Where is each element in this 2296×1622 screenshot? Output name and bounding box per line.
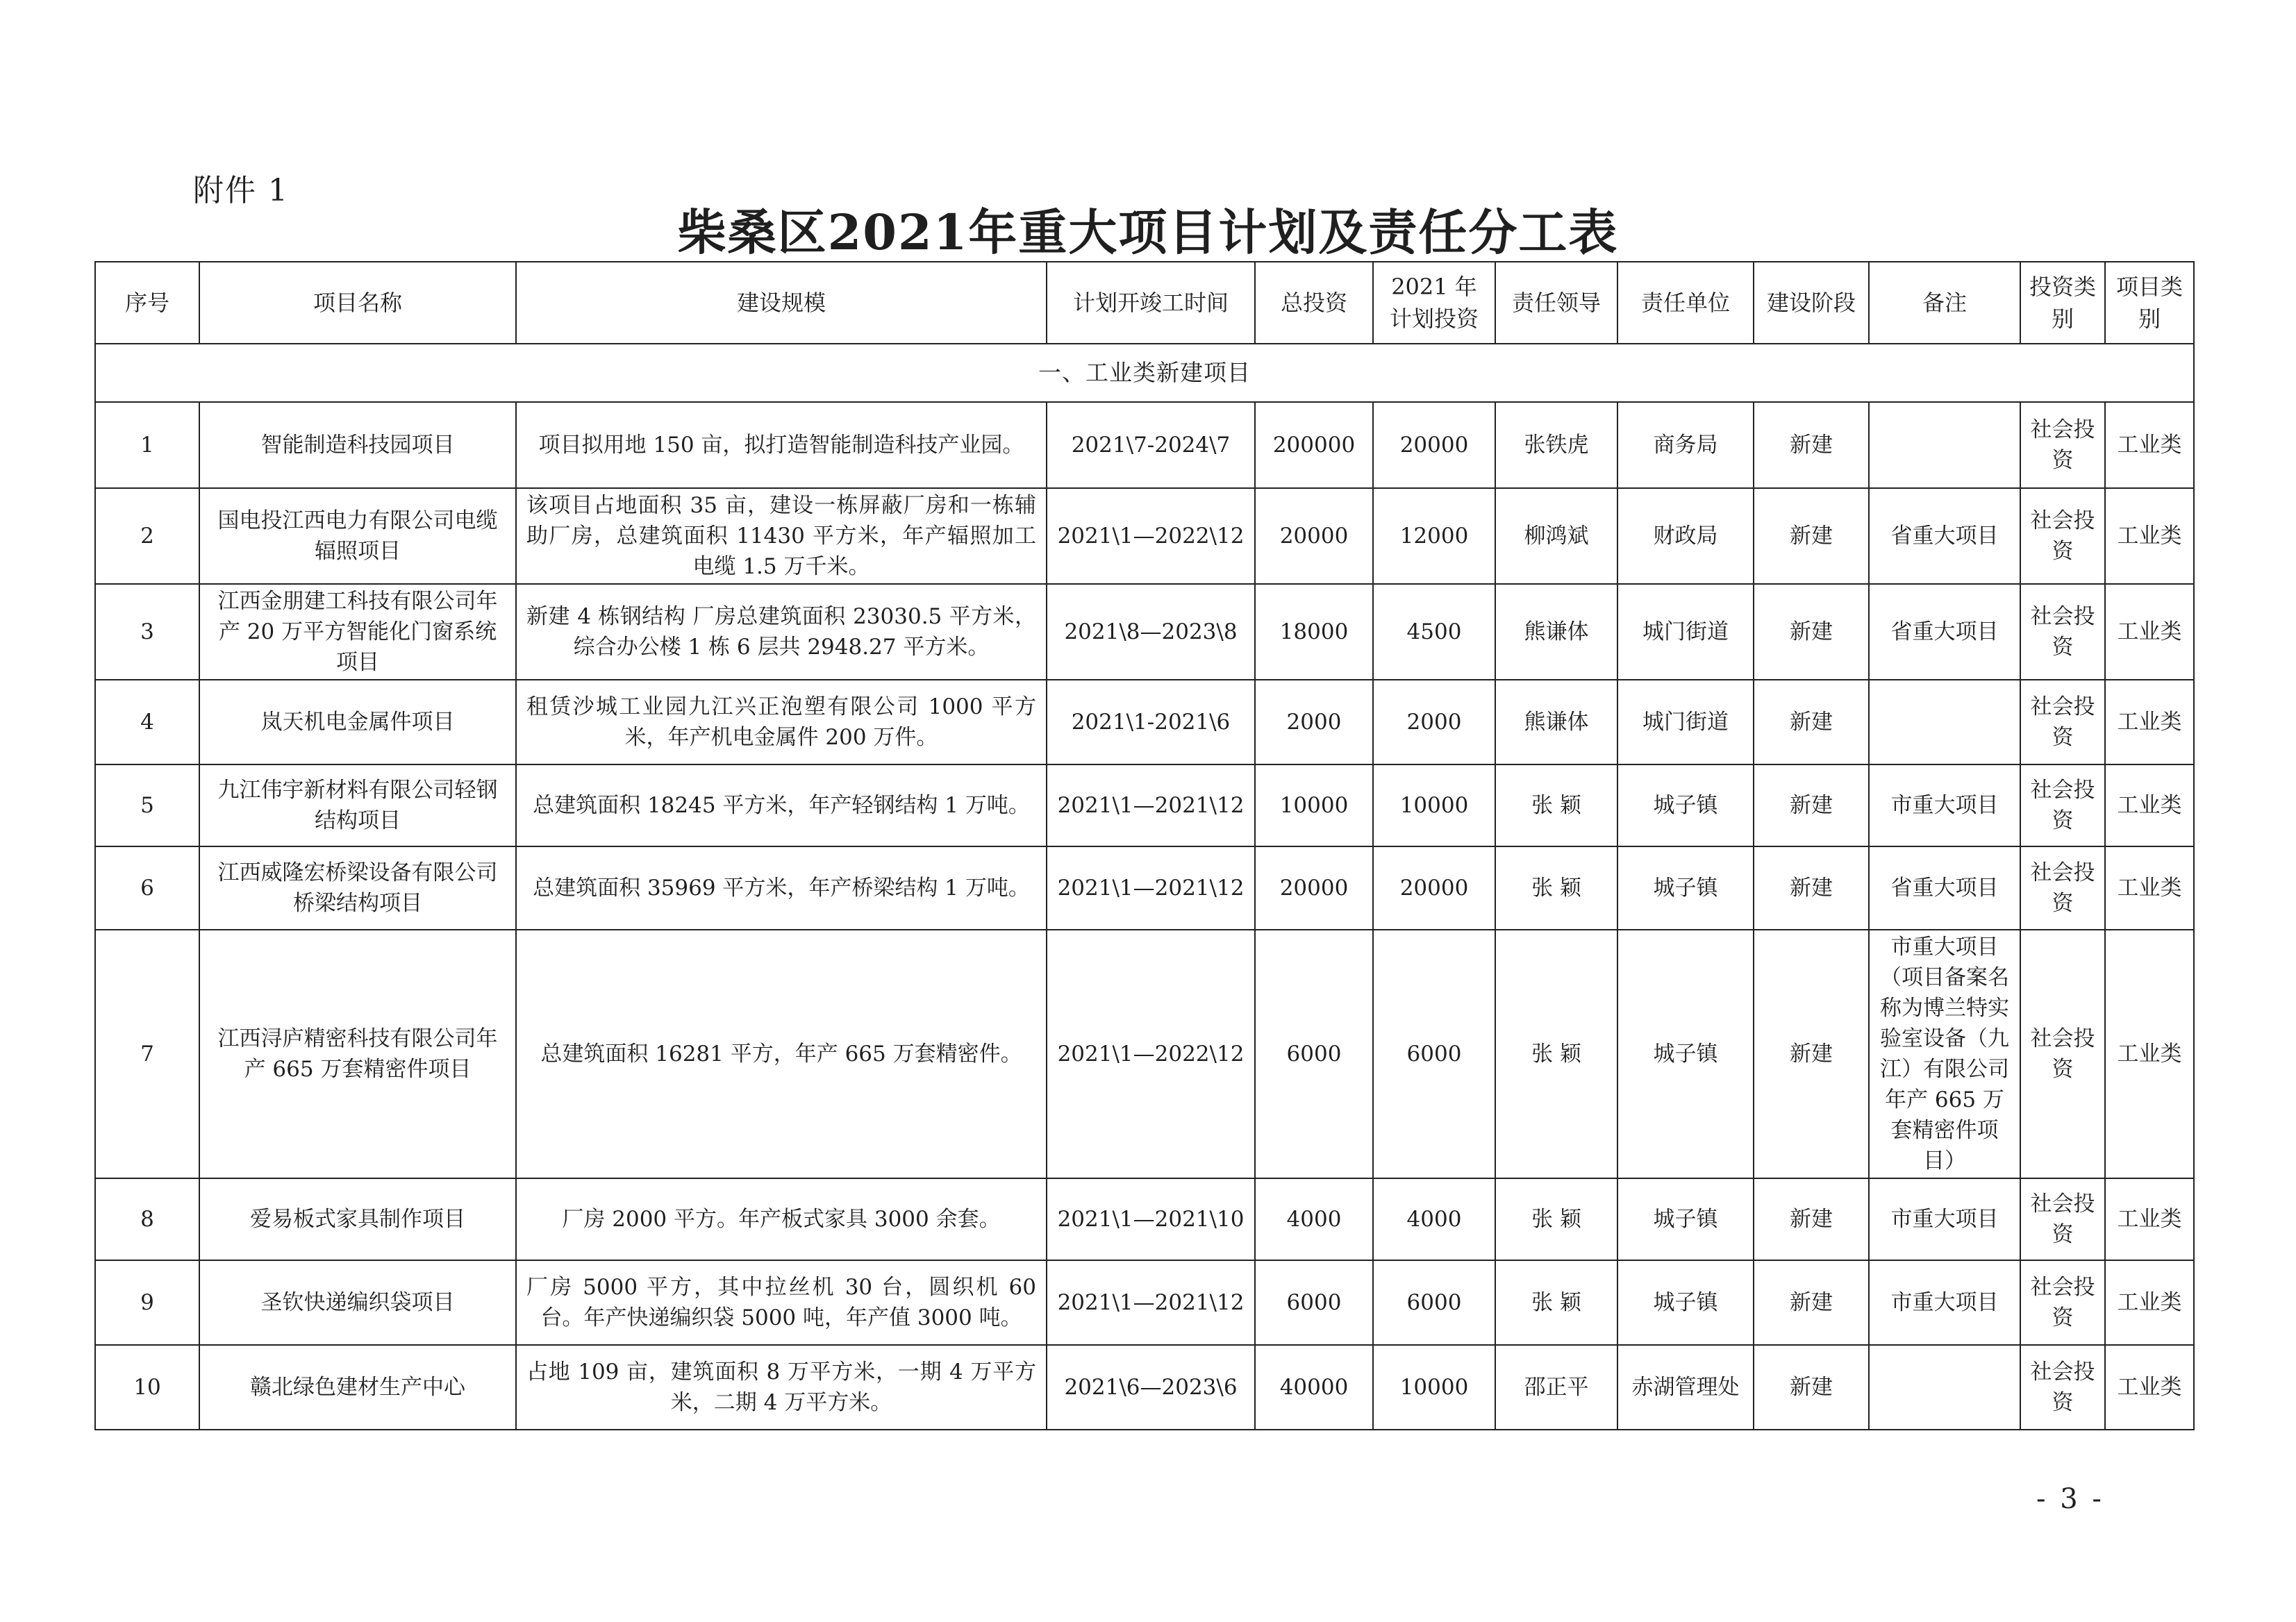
header-invest-type: 投资类别: [2020, 262, 2105, 344]
header-scale: 建设规模: [516, 262, 1047, 344]
section-row: [95, 344, 2194, 402]
cell-leader: 张 颖: [1495, 846, 1617, 930]
cell-leader: 邵正平: [1495, 1345, 1617, 1430]
cell-leader: 熊谦体: [1495, 680, 1617, 764]
cell-total: 40000: [1255, 1345, 1373, 1430]
cell-seq: 5: [95, 764, 199, 846]
cell-total: 20000: [1255, 846, 1373, 930]
section-title: 一、工业类新建项目: [95, 344, 2194, 402]
cell-plan-2021: 12000: [1373, 488, 1495, 584]
cell-scale: 项目拟用地 150 亩，拟打造智能制造科技产业园。: [516, 402, 1047, 488]
cell-total: 6000: [1255, 1260, 1373, 1345]
table-row: [95, 584, 2194, 680]
cell-seq: 4: [95, 680, 199, 764]
table-row: [95, 1178, 2194, 1260]
cell-scale: 总建筑面积 16281 平方，年产 665 万套精密件。: [516, 930, 1047, 1178]
cell-plan-2021: 6000: [1373, 930, 1495, 1178]
cell-stage: 新建: [1754, 846, 1869, 930]
cell-plan-2021: 10000: [1373, 764, 1495, 846]
cell-period: 2021\1—2021\12: [1047, 846, 1255, 930]
table-body: [95, 402, 2194, 1430]
cell-invest-type: 社会投资: [2020, 930, 2105, 1178]
cell-period: 2021\1—2022\12: [1047, 930, 1255, 1178]
cell-scale: 总建筑面积 18245 平方米，年产轻钢结构 1 万吨。: [516, 764, 1047, 846]
cell-total: 6000: [1255, 930, 1373, 1178]
cell-invest-type: 社会投资: [2020, 1260, 2105, 1345]
cell-total: 4000: [1255, 1178, 1373, 1260]
table-row: [95, 680, 2194, 764]
cell-plan-2021: 6000: [1373, 1260, 1495, 1345]
cell-name: 岚天机电金属件项目: [199, 680, 516, 764]
cell-seq: 9: [95, 1260, 199, 1345]
cell-project-type: 工业类: [2105, 846, 2194, 930]
header-plan-2021: 2021 年计划投资: [1373, 262, 1495, 344]
cell-total: 2000: [1255, 680, 1373, 764]
table-row: [95, 488, 2194, 584]
cell-total: 18000: [1255, 584, 1373, 680]
cell-unit: 赤湖管理处: [1617, 1345, 1754, 1430]
cell-name: 江西浔庐精密科技有限公司年产 665 万套精密件项目: [199, 930, 516, 1178]
attachment-label: 附件 1: [193, 173, 289, 208]
cell-project-type: 工业类: [2105, 1178, 2194, 1260]
cell-note: 市重大项目: [1869, 1178, 2020, 1260]
cell-seq: 10: [95, 1345, 199, 1430]
table-row: [95, 1345, 2194, 1430]
cell-invest-type: 社会投资: [2020, 1345, 2105, 1430]
cell-stage: 新建: [1754, 1178, 1869, 1260]
cell-period: 2021\1—2021\12: [1047, 1260, 1255, 1345]
cell-plan-2021: 4000: [1373, 1178, 1495, 1260]
cell-scale: 总建筑面积 35969 平方米，年产桥梁结构 1 万吨。: [516, 846, 1047, 930]
cell-stage: 新建: [1754, 584, 1869, 680]
cell-seq: 3: [95, 584, 199, 680]
cell-invest-type: 社会投资: [2020, 764, 2105, 846]
cell-scale: 占地 109 亩，建筑面积 8 万平方米，一期 4 万平方米，二期 4 万平方米。: [516, 1345, 1047, 1430]
cell-stage: 新建: [1754, 402, 1869, 488]
cell-leader: 张 颖: [1495, 1260, 1617, 1345]
cell-stage: 新建: [1754, 764, 1869, 846]
cell-stage: 新建: [1754, 680, 1869, 764]
cell-total: 20000: [1255, 488, 1373, 584]
cell-scale: 厂房 2000 平方。年产板式家具 3000 余套。: [516, 1178, 1047, 1260]
cell-scale: 该项目占地面积 35 亩，建设一栋屏蔽厂房和一栋辅助厂房，总建筑面积 11430 平方米，年产辐照加工电缆 1.5 万千米。: [516, 488, 1047, 584]
cell-name: 江西金朋建工科技有限公司年产 20 万平方智能化门窗系统项目: [199, 584, 516, 680]
cell-note: 市重大项目: [1869, 764, 2020, 846]
cell-note: 市重大项目（项目备案名称为博兰特实验室设备（九江）有限公司年产 665 万套精密件项目）: [1869, 930, 2020, 1178]
cell-period: 2021\8—2023\8: [1047, 584, 1255, 680]
table-header-row: [95, 262, 2194, 344]
cell-unit: 城子镇: [1617, 930, 1754, 1178]
cell-unit: 城子镇: [1617, 1178, 1754, 1260]
cell-total: 200000: [1255, 402, 1373, 488]
cell-stage: 新建: [1754, 930, 1869, 1178]
cell-stage: 新建: [1754, 488, 1869, 584]
cell-project-type: 工业类: [2105, 584, 2194, 680]
cell-name: 赣北绿色建材生产中心: [199, 1345, 516, 1430]
header-stage: 建设阶段: [1754, 262, 1869, 344]
cell-seq: 1: [95, 402, 199, 488]
cell-seq: 2: [95, 488, 199, 584]
cell-period: 2021\6—2023\6: [1047, 1345, 1255, 1430]
cell-plan-2021: 4500: [1373, 584, 1495, 680]
cell-leader: 张铁虎: [1495, 402, 1617, 488]
cell-stage: 新建: [1754, 1345, 1869, 1430]
cell-plan-2021: 20000: [1373, 846, 1495, 930]
cell-plan-2021: 10000: [1373, 1345, 1495, 1430]
cell-seq: 6: [95, 846, 199, 930]
cell-unit: 财政局: [1617, 488, 1754, 584]
cell-project-type: 工业类: [2105, 680, 2194, 764]
cell-total: 10000: [1255, 764, 1373, 846]
cell-unit: 城门街道: [1617, 680, 1754, 764]
table-row: [95, 764, 2194, 846]
header-name: 项目名称: [199, 262, 516, 344]
cell-leader: 张 颖: [1495, 764, 1617, 846]
table-row: [95, 930, 2194, 1178]
header-seq: 序号: [95, 262, 199, 344]
cell-unit: 城子镇: [1617, 764, 1754, 846]
cell-name: 圣钦快递编织袋项目: [199, 1260, 516, 1345]
header-period: 计划开竣工时间: [1047, 262, 1255, 344]
table-row: [95, 846, 2194, 930]
cell-invest-type: 社会投资: [2020, 402, 2105, 488]
cell-note: 省重大项目: [1869, 846, 2020, 930]
header-project-type: 项目类别: [2105, 262, 2194, 344]
cell-note: [1869, 402, 2020, 488]
cell-name: 国电投江西电力有限公司电缆辐照项目: [199, 488, 516, 584]
cell-invest-type: 社会投资: [2020, 680, 2105, 764]
cell-period: 2021\1—2021\12: [1047, 764, 1255, 846]
cell-project-type: 工业类: [2105, 930, 2194, 1178]
cell-invest-type: 社会投资: [2020, 488, 2105, 584]
document-title: 柴桑区2021年重大项目计划及责任分工表: [677, 203, 1619, 261]
cell-period: 2021\7-2024\7: [1047, 402, 1255, 488]
cell-leader: 张 颖: [1495, 1178, 1617, 1260]
cell-project-type: 工业类: [2105, 764, 2194, 846]
cell-name: 九江伟宇新材料有限公司轻钢结构项目: [199, 764, 516, 846]
cell-project-type: 工业类: [2105, 1345, 2194, 1430]
page-number: - 3 -: [2036, 1483, 2104, 1515]
cell-period: 2021\1—2021\10: [1047, 1178, 1255, 1260]
cell-leader: 张 颖: [1495, 930, 1617, 1178]
table-row: [95, 402, 2194, 488]
cell-note: [1869, 680, 2020, 764]
cell-name: 智能制造科技园项目: [199, 402, 516, 488]
cell-stage: 新建: [1754, 1260, 1869, 1345]
cell-unit: 城门街道: [1617, 584, 1754, 680]
header-unit: 责任单位: [1617, 262, 1754, 344]
cell-period: 2021\1-2021\6: [1047, 680, 1255, 764]
header-note: 备注: [1869, 262, 2020, 344]
project-table: [94, 261, 2195, 1430]
cell-unit: 城子镇: [1617, 846, 1754, 930]
cell-note: 省重大项目: [1869, 584, 2020, 680]
cell-name: 江西威隆宏桥梁设备有限公司桥梁结构项目: [199, 846, 516, 930]
cell-leader: 熊谦体: [1495, 584, 1617, 680]
cell-unit: 城子镇: [1617, 1260, 1754, 1345]
cell-invest-type: 社会投资: [2020, 584, 2105, 680]
cell-seq: 7: [95, 930, 199, 1178]
cell-plan-2021: 2000: [1373, 680, 1495, 764]
table-row: [95, 1260, 2194, 1345]
cell-note: 省重大项目: [1869, 488, 2020, 584]
cell-scale: 新建 4 栋钢结构 厂房总建筑面积 23030.5 平方米，综合办公楼 1 栋 6 层共 2948.27 平方米。: [516, 584, 1047, 680]
header-total: 总投资: [1255, 262, 1373, 344]
cell-scale: 厂房 5000 平方，其中拉丝机 30 台，圆织机 60 台。年产快递编织袋 5000 吨，年产值 3000 吨。: [516, 1260, 1047, 1345]
cell-period: 2021\1—2022\12: [1047, 488, 1255, 584]
cell-project-type: 工业类: [2105, 402, 2194, 488]
cell-project-type: 工业类: [2105, 488, 2194, 584]
cell-scale: 租赁沙城工业园九江兴正泡塑有限公司 1000 平方米，年产机电金属件 200 万件。: [516, 680, 1047, 764]
cell-note: 市重大项目: [1869, 1260, 2020, 1345]
cell-leader: 柳鸿斌: [1495, 488, 1617, 584]
header-leader: 责任领导: [1495, 262, 1617, 344]
cell-unit: 商务局: [1617, 402, 1754, 488]
cell-name: 爱易板式家具制作项目: [199, 1178, 516, 1260]
cell-note: [1869, 1345, 2020, 1430]
cell-project-type: 工业类: [2105, 1260, 2194, 1345]
cell-seq: 8: [95, 1178, 199, 1260]
cell-invest-type: 社会投资: [2020, 1178, 2105, 1260]
cell-invest-type: 社会投资: [2020, 846, 2105, 930]
cell-plan-2021: 20000: [1373, 402, 1495, 488]
